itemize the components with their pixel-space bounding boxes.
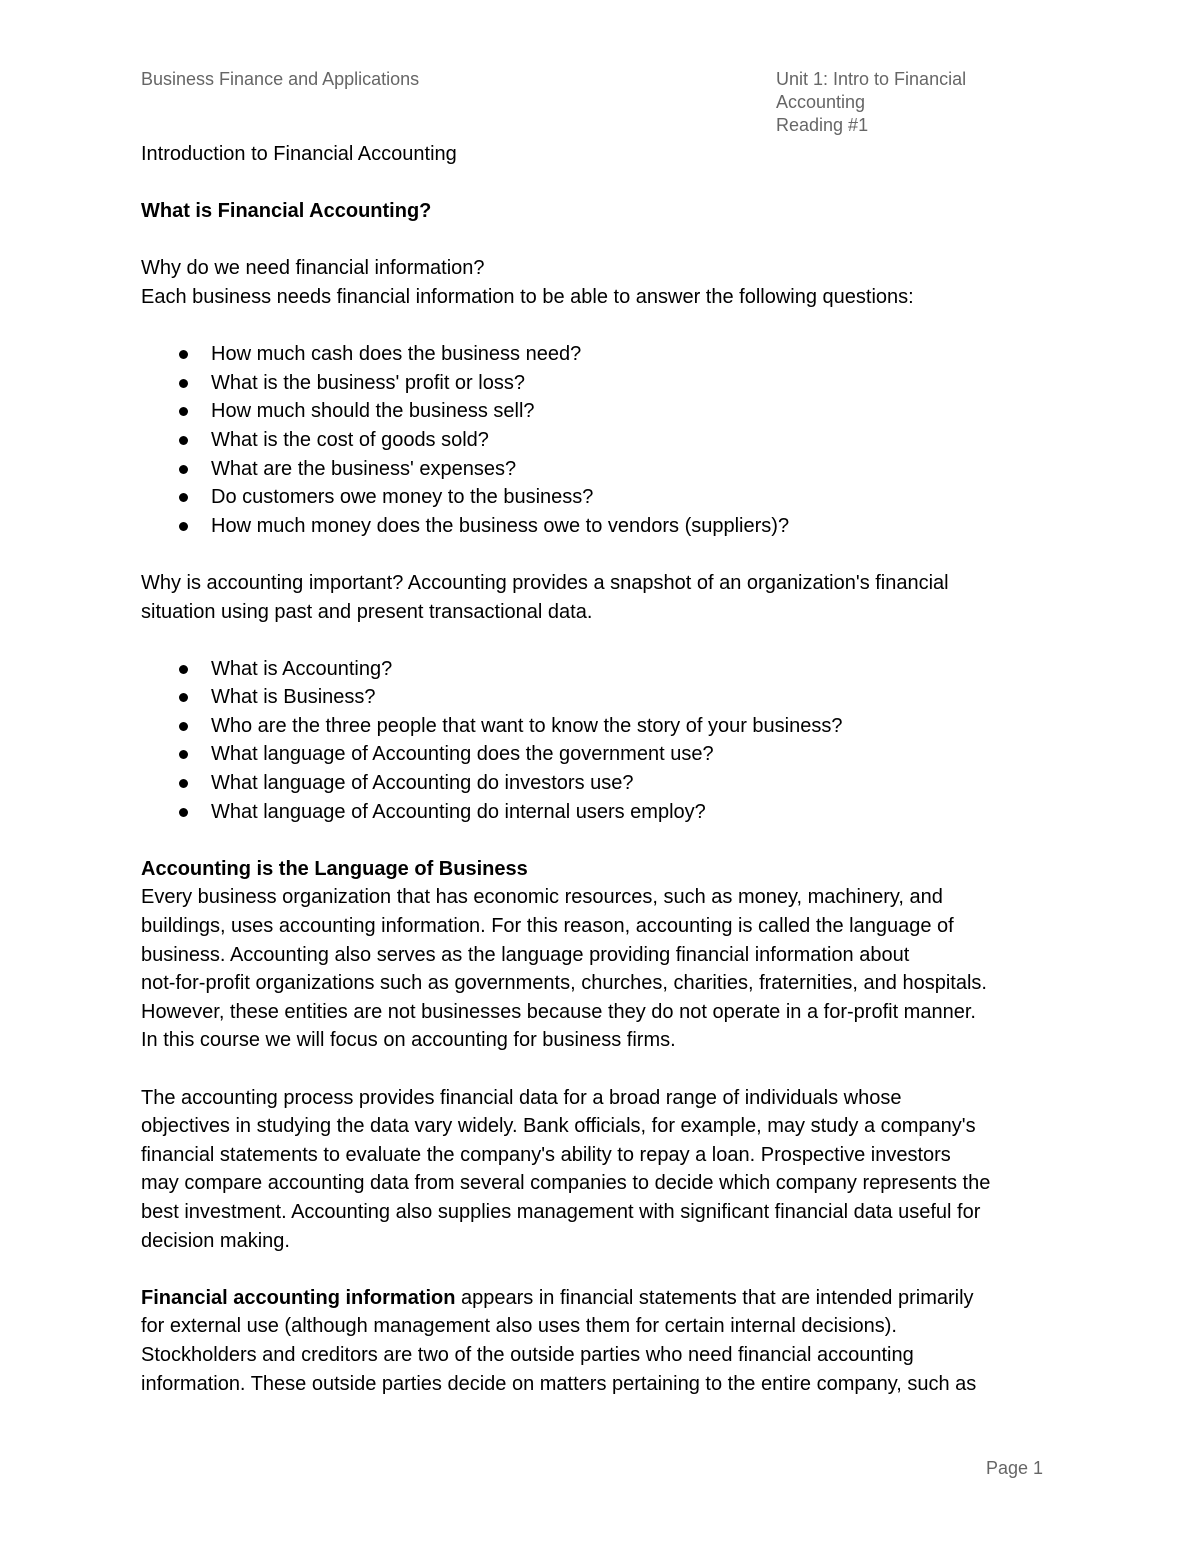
list-item: What language of Accounting do investors use? [141, 769, 1066, 798]
paragraph-line: information. These outside parties decide on matters pertaining to the entire company, such as [141, 1372, 977, 1395]
paragraph-line: Stockholders and creditors are two of the outside parties who need financial accounting [141, 1343, 914, 1366]
accounting-questions-list [141, 655, 1066, 827]
intro-sentence: Each business needs financial information to be able to answer the following questions: [141, 285, 914, 308]
bullet-icon [179, 779, 188, 788]
list-item: What is the business' profit or loss? [141, 369, 1066, 398]
document-title: Introduction to Financial Accounting [141, 143, 457, 165]
bullet-icon [179, 722, 188, 731]
why-accounting-important-line2: situation using past and present transactional data. [141, 600, 593, 623]
paragraph-line: Every business organization that has economic resources, such as money, machinery, and [141, 886, 943, 909]
paragraph-language-of-business [141, 883, 1066, 1055]
term-financial-accounting-information: Financial accounting information [141, 1286, 456, 1309]
bullet-icon [179, 693, 188, 702]
list-item: What language of Accounting do internal users employ? [141, 798, 1066, 827]
list-item: What is Business? [141, 683, 1066, 712]
list-item: What language of Accounting does the government use? [141, 740, 1066, 769]
paragraph-line: not-for-profit organizations such as governments, churches, charities, fraternities, and hospitals. [141, 972, 987, 995]
bullet-icon [179, 350, 188, 359]
list-item: What are the business' expenses? [141, 455, 1066, 484]
list-item: Who are the three people that want to know the story of your business? [141, 712, 1066, 741]
header-reading-number: Reading #1 [776, 115, 869, 135]
paragraph-line: The accounting process provides financial data for a broad range of individuals whose [141, 1086, 902, 1109]
list-item: What is the cost of goods sold? [141, 426, 1066, 455]
document-body [141, 140, 1066, 1398]
list-item: Do customers owe money to the business? [141, 483, 1066, 512]
question-why-financial-information: Why do we need financial information? [141, 257, 485, 280]
header-course-title: Business Finance and Applications [141, 69, 420, 89]
bullet-icon [179, 465, 188, 474]
section-heading-language-of-business: Accounting is the Language of Business [141, 857, 528, 880]
financial-questions-list [141, 340, 1066, 540]
paragraph-line: decision making. [141, 1229, 290, 1252]
bullet-icon [179, 808, 188, 817]
list-item: How much should the business sell? [141, 397, 1066, 426]
bullet-icon [179, 665, 188, 674]
paragraph-line: However, these entities are not businesses because they do not operate in a for-profit manner. [141, 1000, 976, 1023]
list-item: How much cash does the business need? [141, 340, 1066, 369]
list-item: How much money does the business owe to vendors (suppliers)? [141, 512, 1066, 541]
paragraph-line: best investment. Accounting also supplies management with significant financial data useful for [141, 1200, 981, 1223]
bullet-icon [179, 750, 188, 759]
section-heading-what-is-financial-accounting: What is Financial Accounting? [141, 200, 432, 223]
paragraph-line: objectives in studying the data vary widely. Bank officials, for example, may study a company's [141, 1115, 976, 1138]
paragraph-line: for external use (although management also uses them for certain internal decisions). [141, 1315, 897, 1338]
header-unit-info [776, 68, 1055, 137]
paragraph-line: buildings, uses accounting information. For this reason, accounting is called the language of [141, 915, 954, 938]
bullet-icon [179, 522, 188, 531]
why-accounting-important-line1: Why is accounting important? Accounting provides a snapshot of an organization's financial [141, 571, 949, 594]
list-item: What is Accounting? [141, 655, 1066, 684]
header-unit-title: Unit 1: Intro to Financial Accounting [776, 69, 967, 112]
page-header [141, 68, 1055, 135]
paragraph-financial-accounting-information [141, 1284, 1066, 1398]
bullet-icon [179, 407, 188, 416]
bullet-icon [179, 493, 188, 502]
page-number: Page 1 [985, 1458, 1043, 1478]
paragraph-line: Financial accounting information appears in financial statements that are intended primarily [141, 1286, 974, 1309]
paragraph-line: In this course we will focus on accounting for business firms. [141, 1029, 676, 1052]
paragraph-accounting-process [141, 1084, 1066, 1256]
paragraph-line: business. Accounting also serves as the language providing financial information about [141, 943, 910, 966]
paragraph-line: financial statements to evaluate the company's ability to repay a loan. Prospective investors [141, 1143, 951, 1166]
paragraph-line: may compare accounting data from several companies to decide which company represents the [141, 1172, 991, 1195]
bullet-icon [179, 379, 188, 388]
bullet-icon [179, 436, 188, 445]
